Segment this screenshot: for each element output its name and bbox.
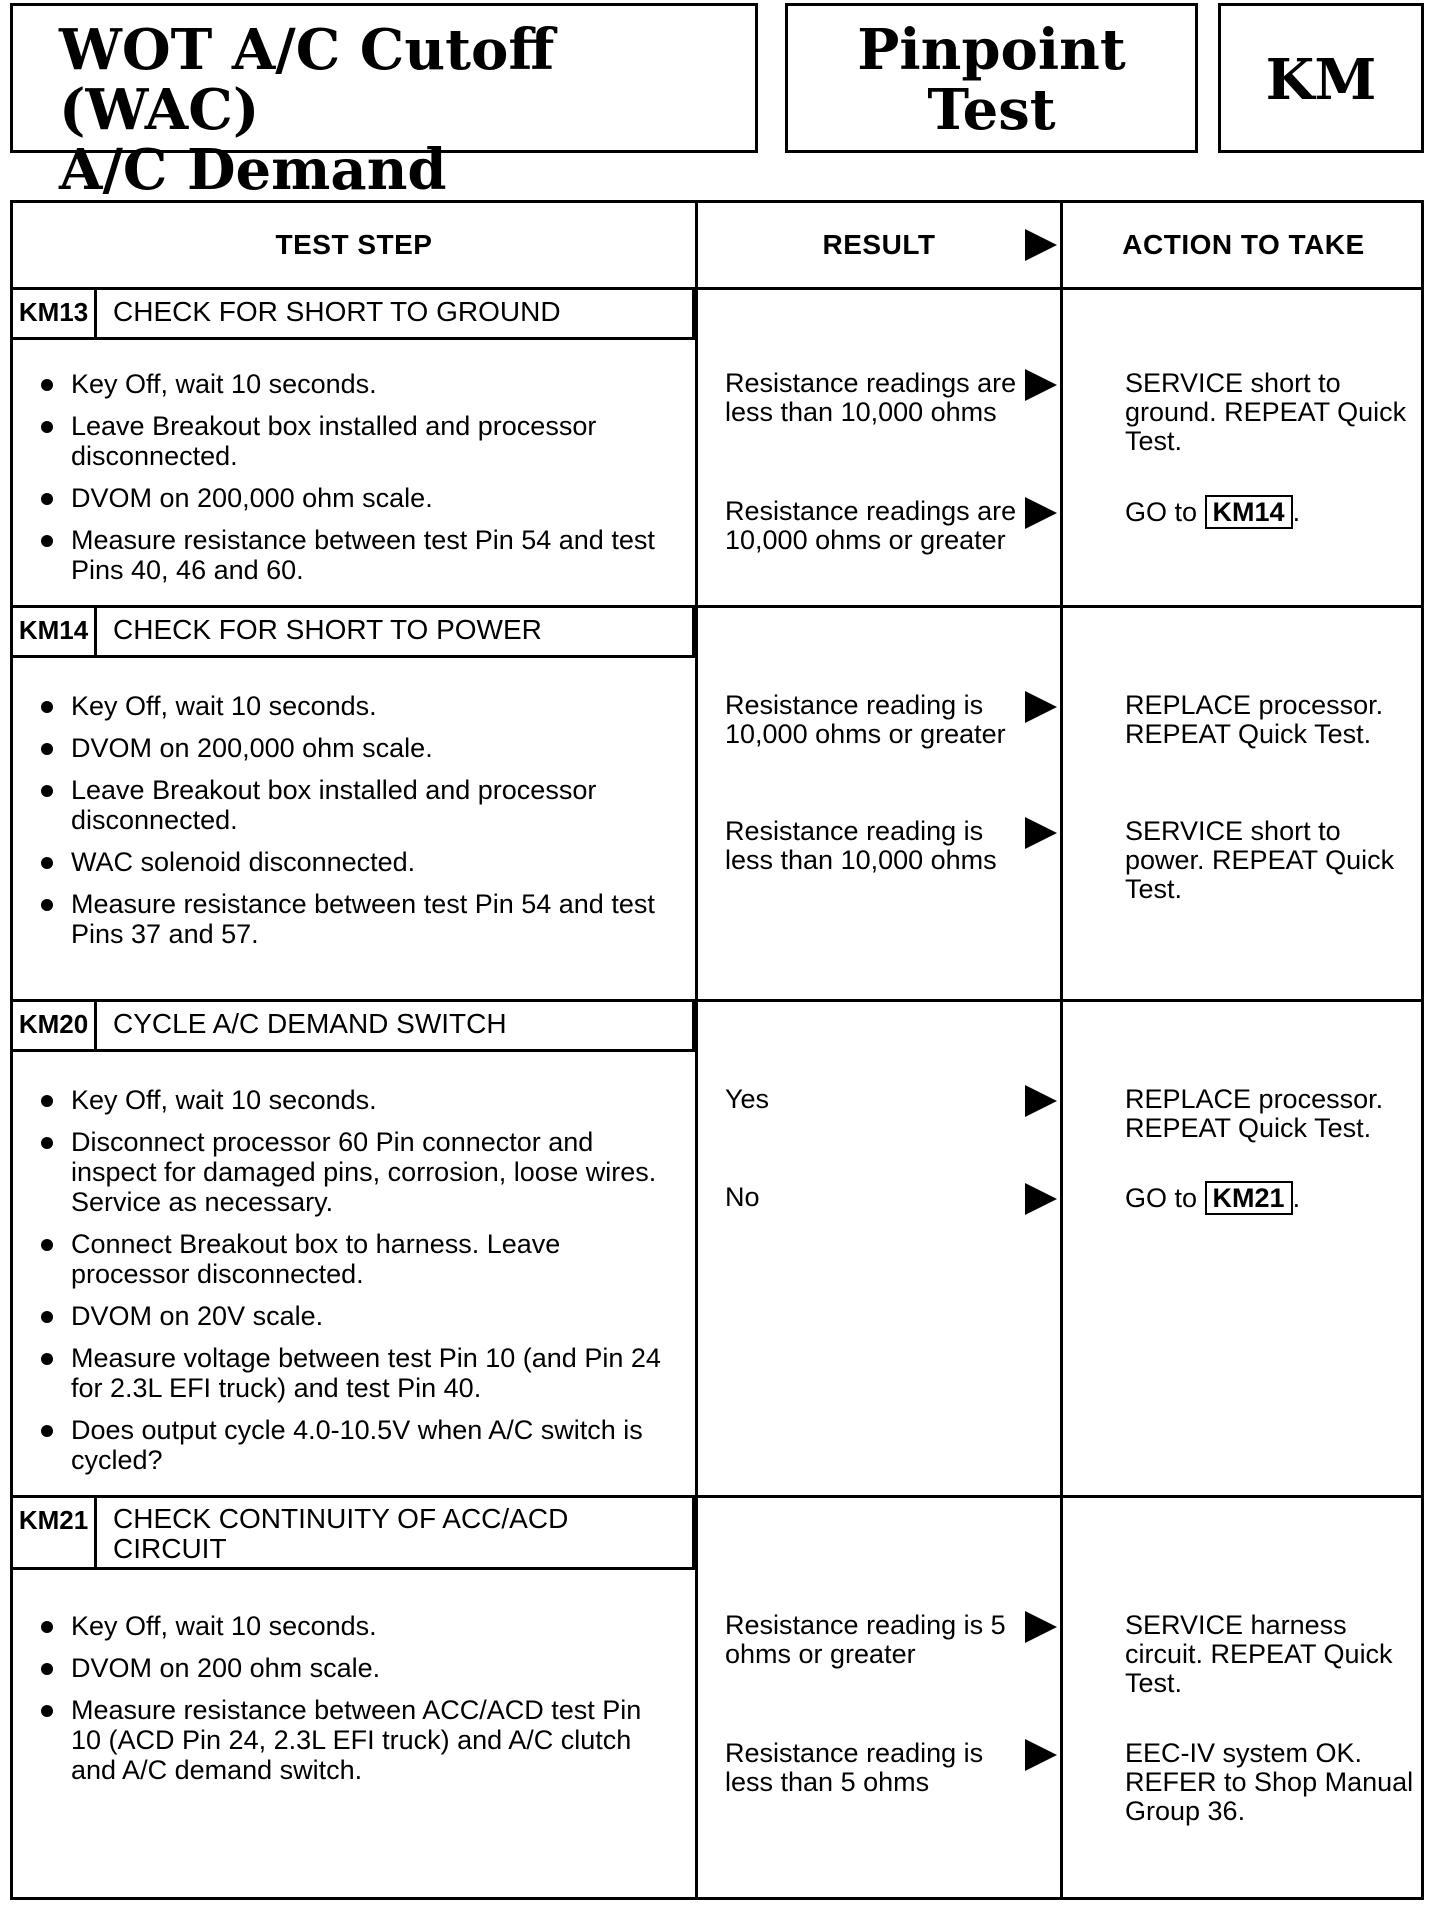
action-goto: GO to KM14 .: [1125, 497, 1301, 527]
instruction-item: Key Off, wait 10 seconds.: [41, 691, 671, 721]
instruction-item: Disconnect processor 60 Pin connector and inspect for damaged pins, corrosion, loose wires. Service as necessary.: [41, 1127, 671, 1217]
action-text: SERVICE harness circuit. REPEAT Quick Test.: [1125, 1610, 1393, 1698]
instruction-item: WAC solenoid disconnected.: [41, 847, 671, 877]
instruction-item: DVOM on 20V scale.: [41, 1301, 671, 1331]
instruction-item: Does output cycle 4.0-10.5V when A/C switch is cycled?: [41, 1415, 671, 1475]
action-text: SERVICE short to power. REPEAT Quick Test.: [1125, 816, 1395, 904]
test-type-line-1: Pinpoint: [857, 17, 1126, 83]
instruction-item: Key Off, wait 10 seconds.: [41, 1085, 671, 1115]
arrow-icon: [1025, 497, 1057, 529]
col-header-result: RESULT: [822, 229, 936, 260]
result-text: Resistance readings are 10,000 ohms or greater: [725, 496, 1017, 555]
result-text: Resistance reading is 5 ohms or greater: [725, 1610, 1006, 1669]
instruction-item: Measure resistance between test Pin 54 and test Pins 40, 46 and 60.: [41, 525, 671, 585]
step-instructions: [41, 691, 671, 961]
action-text: REPLACE processor. REPEAT Quick Test.: [1125, 690, 1384, 749]
instruction-item: Leave Breakout box installed and processor disconnected.: [41, 411, 671, 471]
arrow-icon: [1025, 229, 1057, 261]
step-instructions: [41, 1085, 671, 1487]
step-id: KM13: [13, 290, 97, 337]
step-instructions: [41, 1611, 671, 1797]
step-reference-km14[interactable]: KM14: [1205, 495, 1293, 529]
title-line-2: A/C Demand: [59, 137, 447, 203]
step-header-km14: [13, 608, 695, 658]
test-type-box: [785, 3, 1198, 153]
arrow-icon: [1025, 1611, 1057, 1643]
result-text: Resistance readings are less than 10,000 ohms: [725, 368, 1017, 427]
result-text: No: [725, 1182, 760, 1212]
arrow-icon: [1025, 1085, 1057, 1117]
col-header-test-step: TEST STEP: [275, 229, 433, 260]
step-title: CYCLE A/C DEMAND SWITCH: [113, 1008, 507, 1039]
arrow-icon: [1025, 1183, 1057, 1215]
arrow-icon: [1025, 369, 1057, 401]
test-table: [10, 200, 1424, 1900]
arrow-icon: [1025, 1739, 1057, 1771]
column-divider: [695, 203, 698, 1897]
step-title: CHECK FOR SHORT TO POWER: [113, 614, 542, 645]
code-label: KM: [1265, 47, 1377, 113]
result-text: Resistance reading is less than 10,000 ohms: [725, 816, 997, 875]
step-header-km13: [13, 290, 695, 340]
instruction-item: DVOM on 200 ohm scale.: [41, 1653, 671, 1683]
result-text: Resistance reading is less than 5 ohms: [725, 1738, 984, 1797]
instruction-item: Measure voltage between test Pin 10 (and Pin 24 for 2.3L EFI truck) and test Pin 40.: [41, 1343, 671, 1403]
instruction-item: Leave Breakout box installed and processor disconnected.: [41, 775, 671, 835]
step-title: CHECK CONTINUITY OF ACC/ACD CIRCUIT: [113, 1503, 569, 1564]
action-text: REPLACE processor. REPEAT Quick Test.: [1125, 1084, 1384, 1143]
step-header-km20: [13, 1002, 695, 1052]
action-text: SERVICE short to ground. REPEAT Quick Test.: [1125, 368, 1407, 456]
instruction-item: Key Off, wait 10 seconds.: [41, 1611, 671, 1641]
step-id: KM21: [13, 1498, 97, 1567]
step-id: KM20: [13, 1002, 97, 1049]
arrow-icon: [1025, 817, 1057, 849]
title-box: [10, 3, 758, 203]
action-goto: GO to KM21 .: [1125, 1183, 1301, 1213]
result-text: Yes: [725, 1084, 770, 1114]
step-title: CHECK FOR SHORT TO GROUND: [113, 296, 561, 327]
arrow-icon: [1025, 691, 1057, 723]
title-line-1: WOT A/C Cutoff (WAC): [59, 17, 555, 143]
action-text: EEC-IV system OK. REFER to Shop Manual Group 36.: [1125, 1738, 1414, 1826]
test-type-line-2: Test: [927, 77, 1056, 143]
instruction-item: DVOM on 200,000 ohm scale.: [41, 483, 671, 513]
page-title: [59, 17, 755, 203]
instruction-item: Measure resistance between ACC/ACD test Pin 10 (ACD Pin 24, 2.3L EFI truck) and A/C clutch and A/C demand switch.: [41, 1695, 671, 1785]
instruction-item: DVOM on 200,000 ohm scale.: [41, 733, 671, 763]
instruction-item: Key Off, wait 10 seconds.: [41, 369, 671, 399]
step-header-km21: [13, 1498, 695, 1570]
instruction-item: Connect Breakout box to harness. Leave processor disconnected.: [41, 1229, 671, 1289]
step-reference-km21[interactable]: KM21: [1205, 1181, 1293, 1215]
column-divider: [1060, 203, 1063, 1897]
code-box: [1218, 3, 1424, 153]
step-instructions: [41, 369, 671, 597]
step-id: KM14: [13, 608, 97, 655]
instruction-item: Measure resistance between test Pin 54 and test Pins 37 and 57.: [41, 889, 671, 949]
result-text: Resistance reading is 10,000 ohms or greater: [725, 690, 1006, 749]
col-header-action: ACTION TO TAKE: [1122, 229, 1365, 260]
